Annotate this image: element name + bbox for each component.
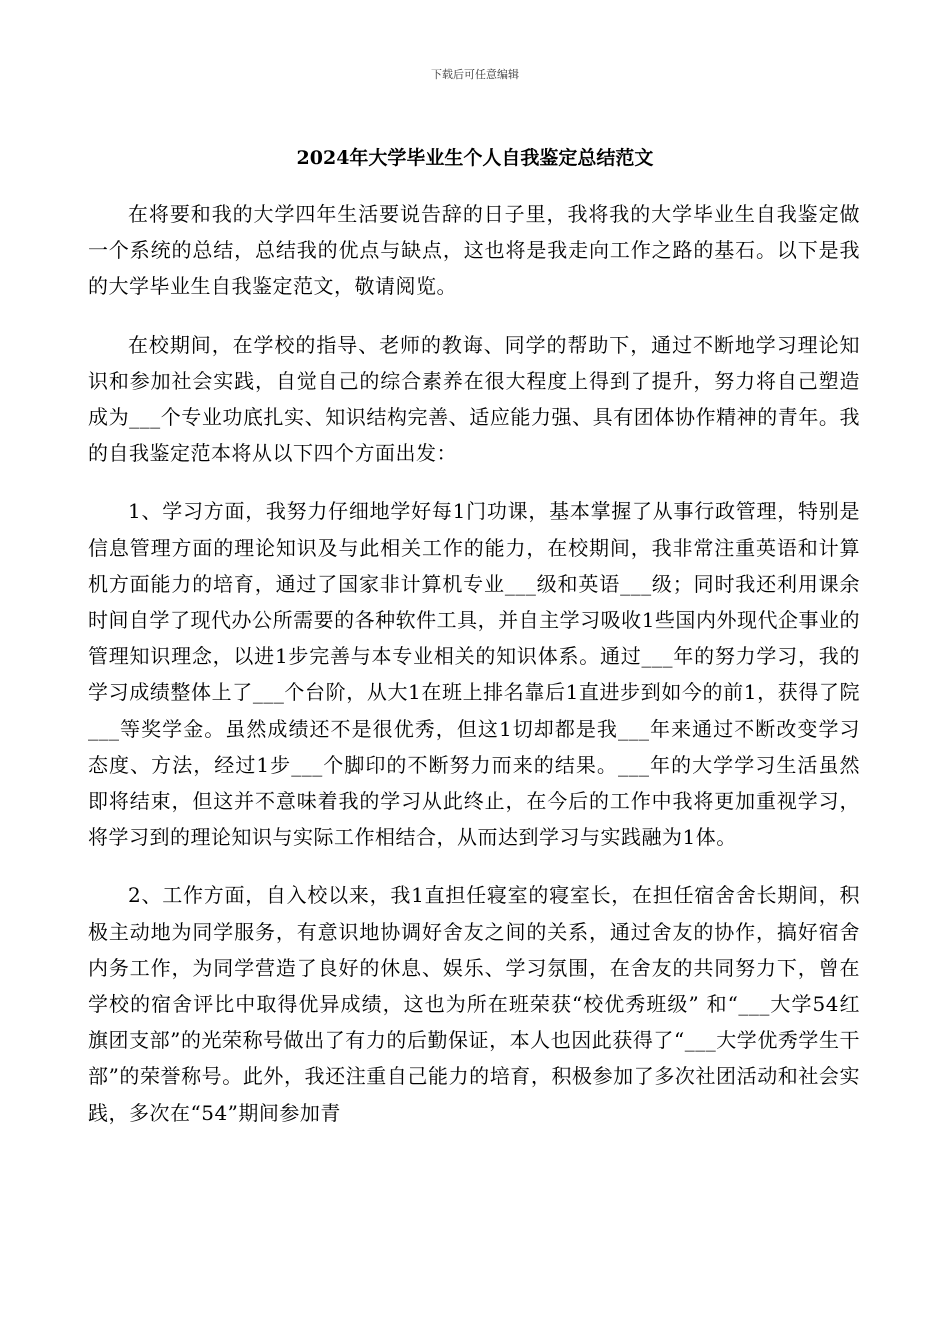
document-body — [88, 196, 860, 1153]
document-title: 2024年大学毕业生个人自我鉴定总结范文 — [296, 147, 654, 169]
paragraph-work: 2、工作方面，自入校以来，我1直担任寝室的寝室长，在担任宿舍舍长期间，积极主动地为同学服务，有意识地协调好舍友之间的关系，通过舍友的协作，搞好宿舍内务工作，为同学营造了良好的休息、娱乐、学习氛围，在舍友的共同努力下，曾在学校的宿舍评比中取得优异成绩，这也为所在班荣获“校优秀班级” 和“___大学54红旗团支部”的光荣称号做出了有力的后勤保证，本人也因此获得了“___大学优秀学生干部”的荣誉称号。此外，我还注重自己能力的培育，积极参加了多次社团活动和社会实践，多次在“54”期间参加青 — [88, 883, 860, 1125]
paragraph-overview: 在校期间，在学校的指导、老师的教诲、同学的帮助下，通过不断地学习理论知识和参加社会实践，自觉自己的综合素养在很大程度上得到了提升，努力将自己塑造成为___个专业功底扎实、知识结构完善、适应能力强、具有团体协作精神的青年。我的自我鉴定范本将从以下四个方面出发： — [88, 332, 860, 466]
paragraph-study: 1、学习方面，我努力仔细地学好每1门功课，基本掌握了从事行政管理，特别是信息管理方面的理论知识及与此相关工作的能力，在校期间，我非常注重英语和计算机方面能力的培育，通过了国家非计算机专业___级和英语___级；同时我还利用课余时间自学了现代办公所需要的各种软件工具，并自主学习吸收1些国内外现代企事业的管理知识理念，以进1步完善与本专业相关的知识体系。通过___年的努力学习，我的学习成绩整体上了___个台阶，从大1在班上排名靠后1直进步到如今的前1，获得了院___等奖学金。虽然成绩还不是很优秀，但这1切却都是我___年来通过不断改变学习态度、方法，经过1步___个脚印的不断努力而来的结果。___年的大学学习生活虽然即将结束，但这并不意味着我的学习从此终止，在今后的工作中我将更加重视学习，将学习到的理论知识与实际工作相结合，从而达到学习与实践融为1体。 — [88, 499, 860, 850]
paragraph-intro: 在将要和我的大学四年生活要说告辞的日子里，我将我的大学毕业生自我鉴定做一个系统的总结，总结我的优点与缺点，这也将是我走向工作之路的基石。以下是我的大学毕业生自我鉴定范文，敬请阅览。 — [88, 202, 860, 299]
header-note: 下载后可任意编辑 — [431, 68, 519, 81]
